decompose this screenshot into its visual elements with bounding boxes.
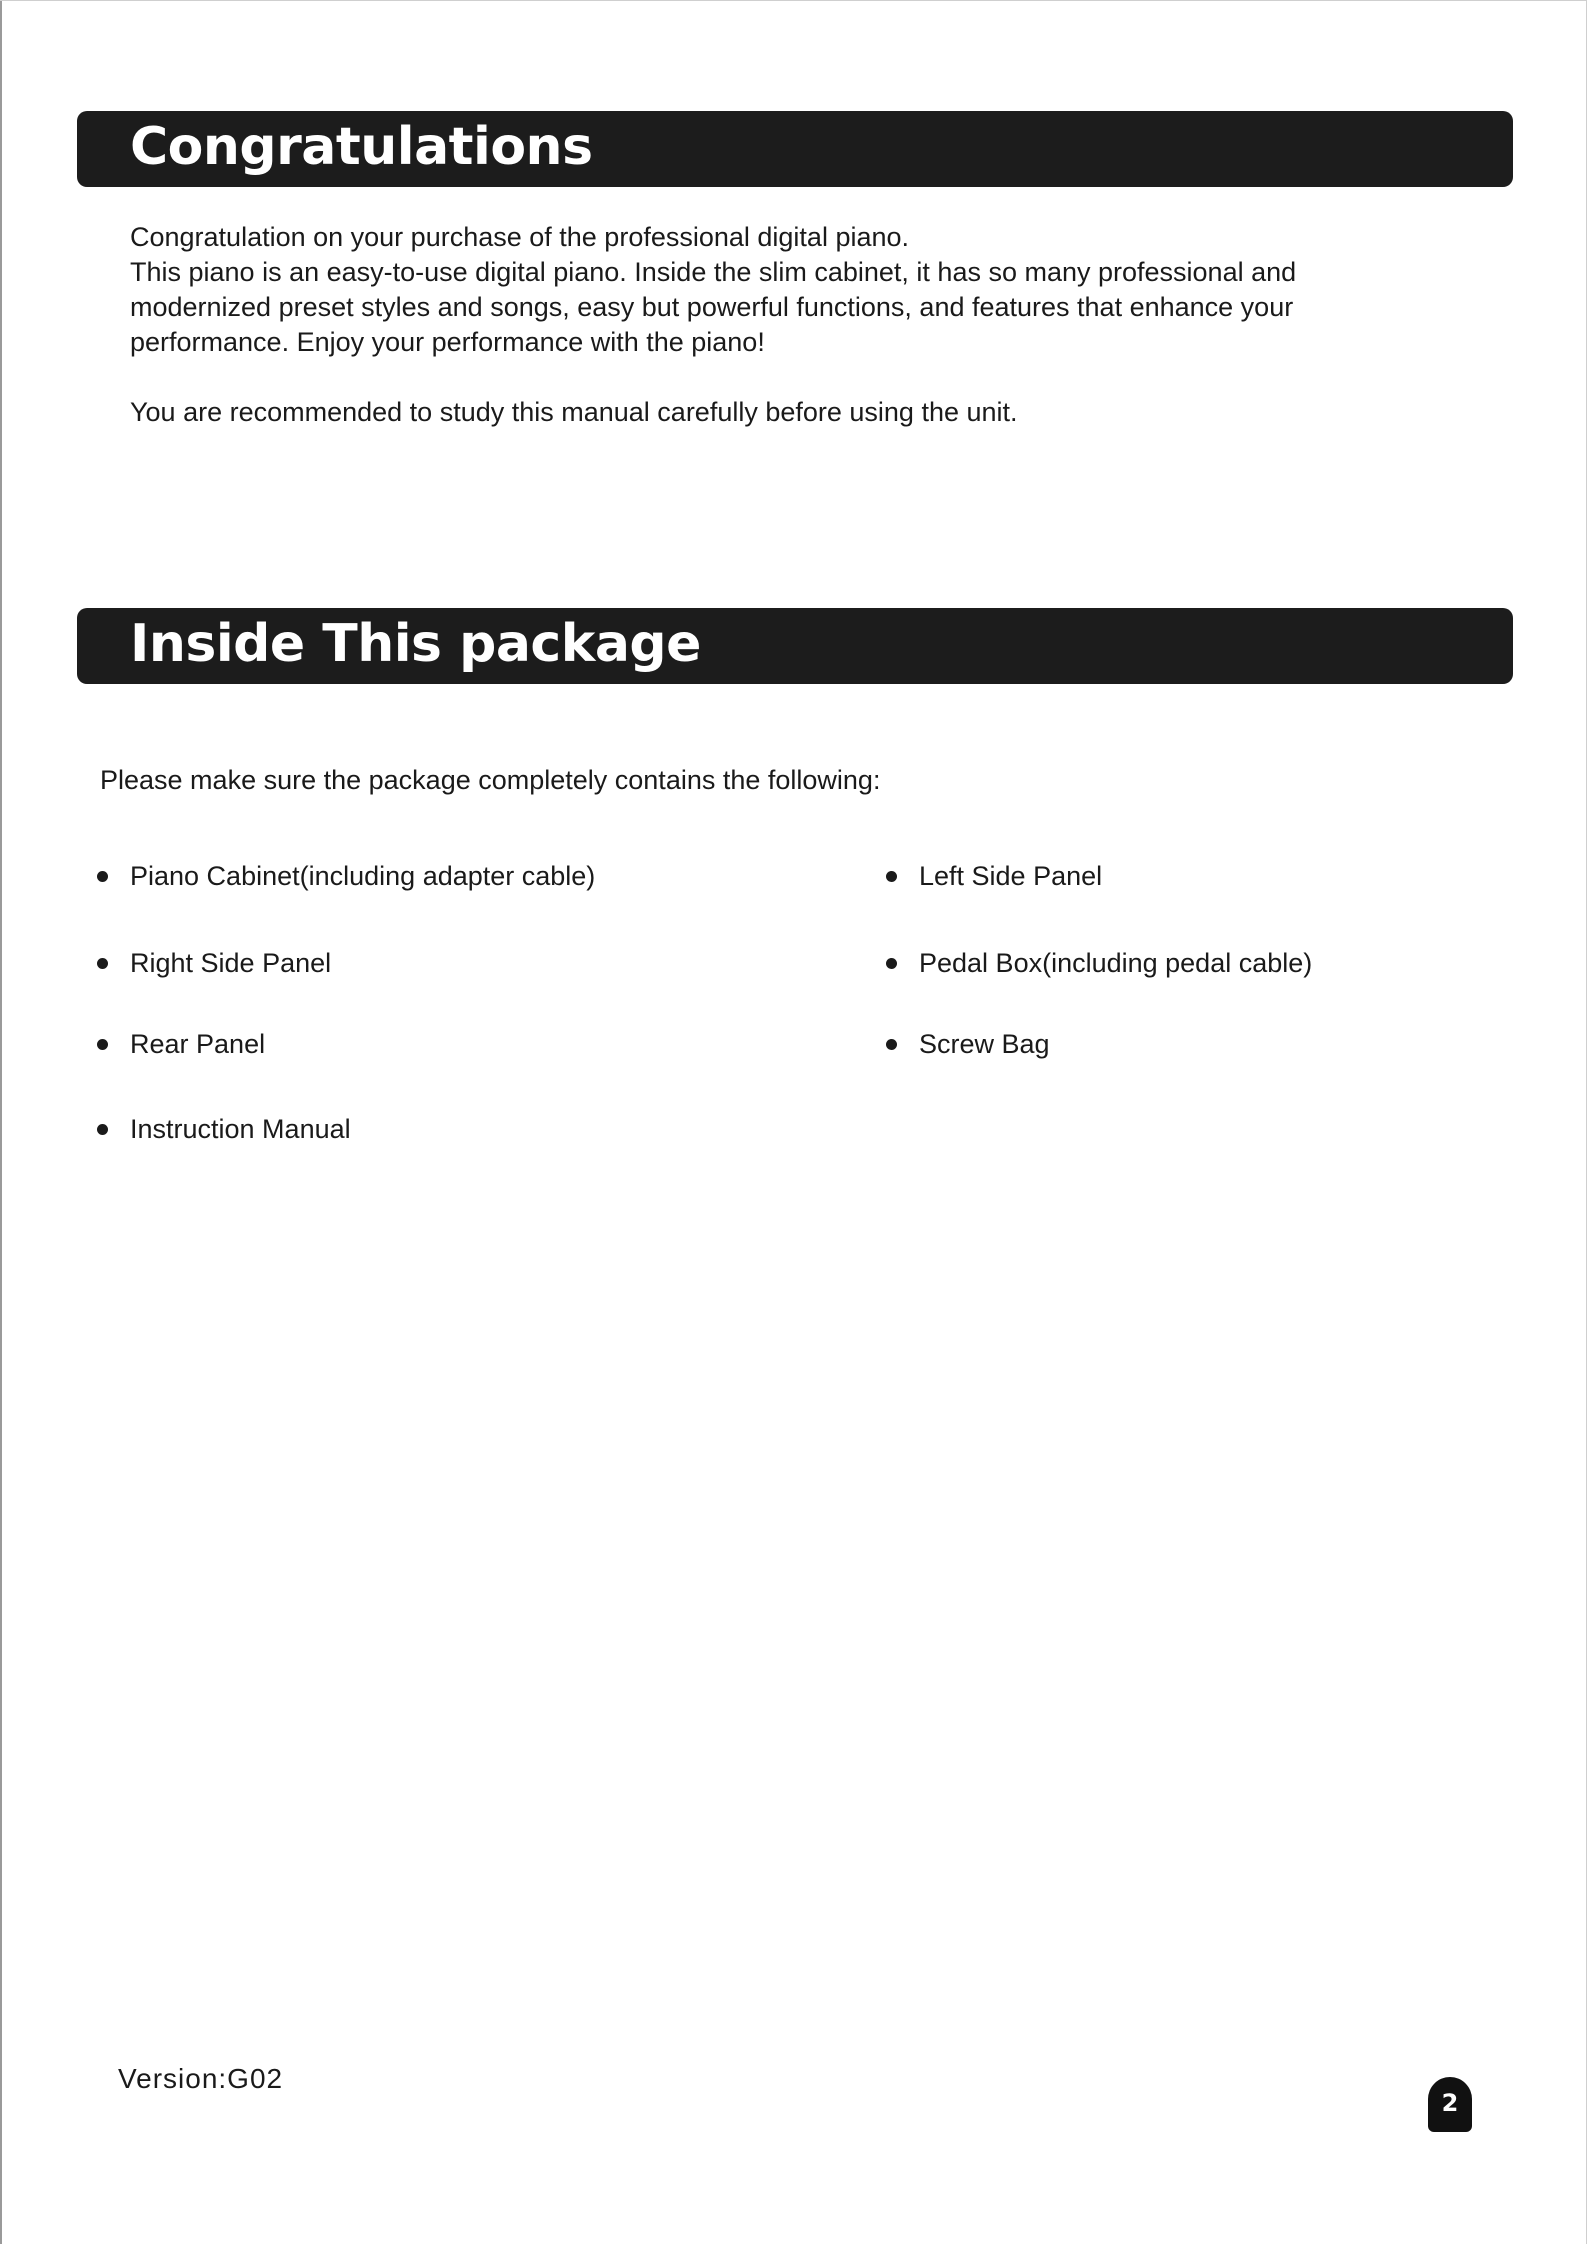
bullet-icon [886,958,897,969]
bullet-icon [886,1039,897,1050]
bullet-icon [97,871,108,882]
intro-line: modernized preset styles and songs, easy but powerful functions, and features that enhance your [130,292,1294,322]
package-title: Inside This package [130,614,701,674]
intro-line: This piano is an easy-to-use digital piano. Inside the slim cabinet, it has so many professional and [130,257,1297,287]
package-header [77,608,1513,684]
congratulations-body [130,220,1430,430]
bullet-icon [97,958,108,969]
intro-line: performance. Enjoy your performance with the piano! [130,327,765,357]
recommendation-text: You are recommended to study this manual carefully before using the unit. [130,397,1018,427]
version-label: Version:G02 [118,2063,284,2094]
congratulations-title: Congratulations [130,117,593,177]
package-item-label: Instruction Manual [130,1114,351,1144]
congratulations-header [77,111,1513,187]
package-item-label: Left Side Panel [919,861,1103,891]
bullet-icon [97,1039,108,1050]
package-item-label: Rear Panel [130,1029,266,1059]
package-item-label: Right Side Panel [130,948,332,978]
intro-line: Congratulation on your purchase of the professional digital piano. [130,222,910,252]
page-border-top [0,0,1587,1]
page-border-left [0,0,2,2244]
package-intro-text: Please make sure the package completely contains the following: [100,765,881,795]
page-number-badge: 2 [1428,2077,1472,2132]
package-item-label: Pedal Box(including pedal cable) [919,948,1313,978]
package-item-label: Screw Bag [919,1029,1050,1059]
package-item-label: Piano Cabinet(including adapter cable) [130,861,596,891]
bullet-icon [97,1124,108,1135]
bullet-icon [886,871,897,882]
